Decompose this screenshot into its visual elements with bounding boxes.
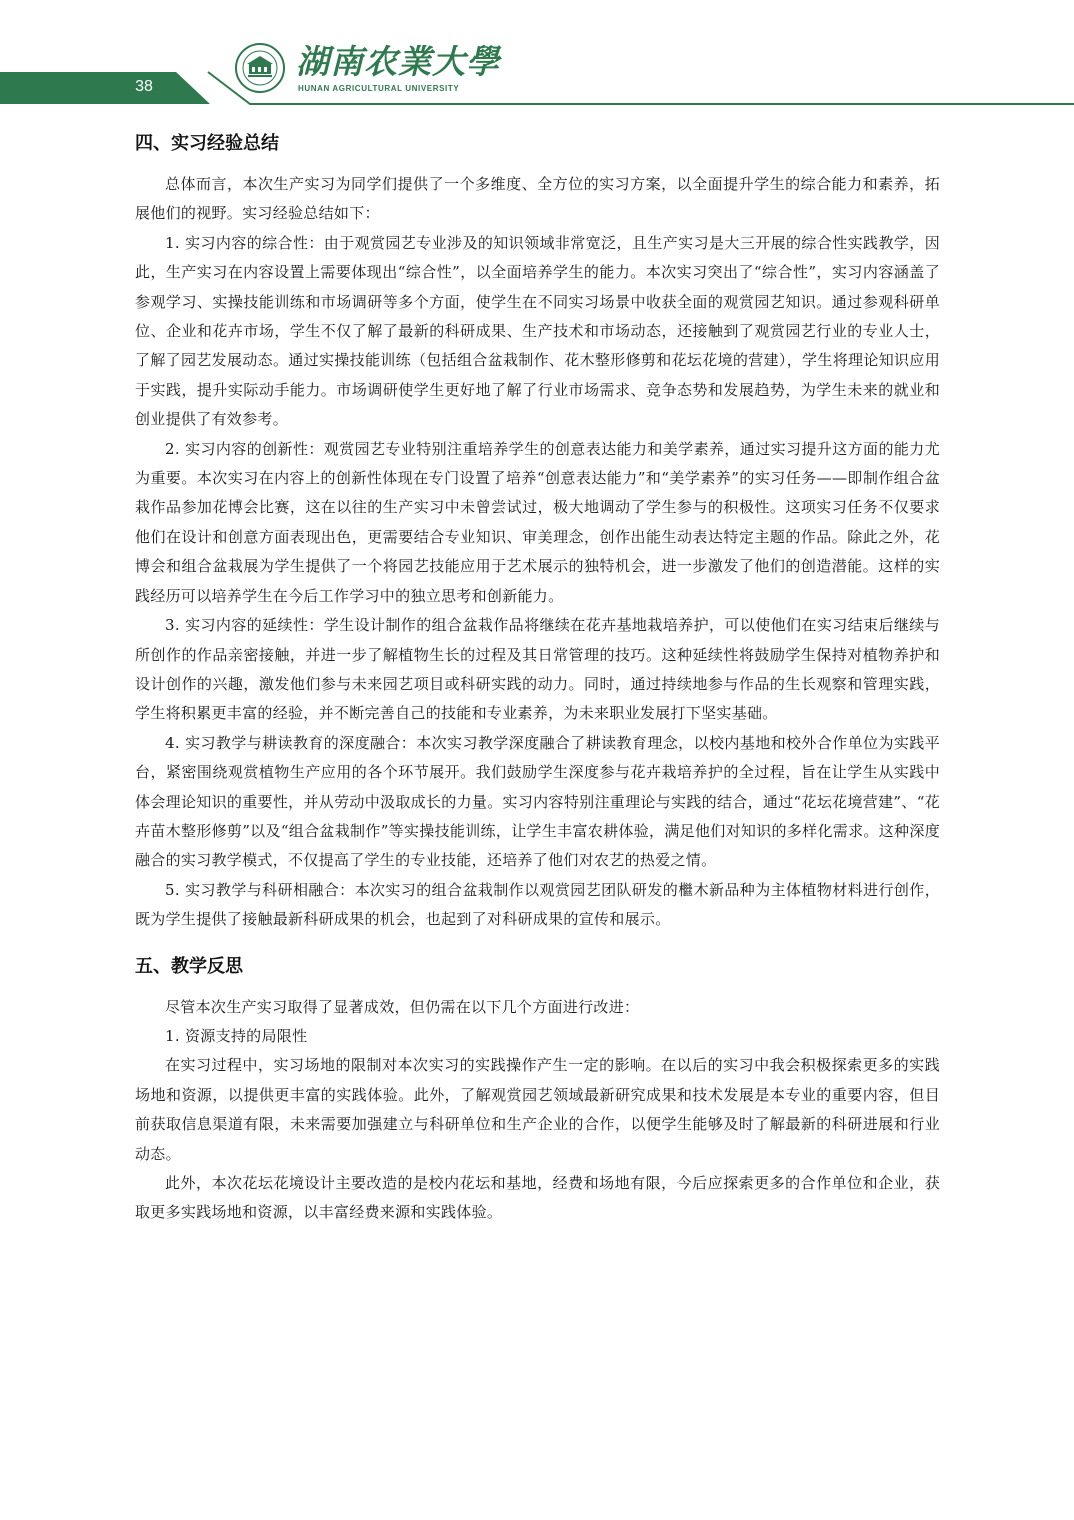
subheading-resource-limits: 1. 资源支持的局限性 <box>165 1026 308 1045</box>
paragraph-item-2: 2. 实习内容的创新性：观赏园艺专业特别注重培养学生的创意表达能力和美学素养，通过实习提升这方面的能力尤为重要。本次实习在内容上的创新性体现在专门设置了培养“创意表达能力”和“美学素养”的实习任务——即制作组合盆栽作品参加花博会比赛，这在以往的生产实习中未曾尝试过，极大地调动了学生参与的积极性。这项实习任务不仅要求他们在设计和创意方面表现出色，更需要结合专业知识、审美理念，创作出能生动表达特定主题的作品。除此之外，花博会和组合盆栽展为学生提供了一个将园艺技能应用于艺术展示的独特机会，进一步激发了他们的创造潜能。这样的实践经历可以培养学生在今后工作学习中的独立思考和创新能力。 <box>135 439 940 605</box>
page-body <box>135 128 940 1228</box>
paragraph-item-1: 1. 实习内容的综合性：由于观赏园艺专业涉及的知识领域非常宽泛，且生产实习是大三开展的综合性实践教学，因此，生产实习在内容设置上需要体现出“综合性”，以全面培养学生的能力。本次实习突出了“综合性”，实习内容涵盖了参观学习、实操技能训练和市场调研等多个方面，使学生在不同实习场景中收获全面的观赏园艺知识。通过参观科研单位、企业和花卉市场，学生不仅了解了最新的科研成果、生产技术和市场动态，还接触到了观赏园艺行业的专业人士，了解了园艺发展动态。通过实操技能训练（包括组合盆栽制作、花木整形修剪和花坛花境的营建），学生将理论知识应用于实践，提升实际动手能力。市场调研使学生更好地了解了行业市场需求、竞争态势和发展趋势，为学生未来的就业和创业提供了有效参考。 <box>135 233 940 429</box>
paragraph-item-3: 3. 实习内容的延续性：学生设计制作的组合盆栽作品将继续在花卉基地栽培养护，可以使他们在实习结束后继续与所创作的作品亲密接触，并进一步了解植物生长的过程及其日常管理的技巧。这种延续性将鼓励学生保持对植物养护和设计创作的兴趣，激发他们参与未来园艺项目或科研实践的动力。同时，通过持续地参与作品的生长观察和管理实践，学生将积累更丰富的经验，并不断完善自己的技能和专业素养，为未来职业发展打下坚实基础。 <box>135 616 940 723</box>
paragraph-resource-1: 在实习过程中，实习场地的限制对本次实习的实践操作产生一定的影响。在以后的实习中我会积极探索更多的实践场地和资源，以提供更丰富的实践体验。此外，了解观赏园艺领域最新研究成果和技术发展是本专业的重要内容，但目前获取信息渠道有限，未来需要加强建立与科研单位和生产企业的合作，以便学生能够及时了解最新的科研进展和行业动态。 <box>135 1056 940 1163</box>
page-number-band <box>0 72 210 104</box>
paragraph-intro: 总体而言，本次生产实习为同学们提供了一个多维度、全方位的实习方案，以全面提升学生的综合能力和素养，拓展他们的视野。实习经验总结如下： <box>135 175 940 223</box>
paragraph-reflection-intro: 尽管本次生产实习取得了显著成效，但仍需在以下几个方面进行改进： <box>165 997 640 1016</box>
paragraph-resource-2: 此外，本次花坛花境设计主要改造的是校内花坛和基地，经费和场地有限，今后应探索更多的合作单位和企业，获取更多实践场地和资源，以丰富经费来源和实践体验。 <box>135 1174 940 1222</box>
university-name-en: HUNAN AGRICULTURAL UNIVERSITY <box>298 84 460 93</box>
section-heading-experience: 四、实习经验总结 <box>135 133 279 153</box>
paragraph-item-4: 4. 实习教学与耕读教育的深度融合：本次实习教学深度融合了耕读教育理念，以校内基地和校外合作单位为实践平台，紧密围绕观赏植物生产应用的各个环节展开。我们鼓励学生深度参与花卉栽培养护的全过程，旨在让学生从实践中体会理论知识的重要性，并从劳动中汲取成长的力量。实习内容特别注重理论与实践的结合，通过“花坛花境营建”、“花卉苗木整形修剪”以及“组合盆栽制作”等实操技能训练，让学生丰富农耕体验，满足他们对知识的多样化需求。这种深度融合的实习教学模式，不仅提高了学生的专业技能，还培养了他们对农艺的热爱之情。 <box>135 733 940 870</box>
university-name-cn: 湖南农業大學 <box>296 42 500 81</box>
paragraph-item-5: 5. 实习教学与科研相融合：本次实习的组合盆栽制作以观赏园艺团队研发的檵木新品种为主体植物材料进行创作，既为学生提供了接触最新科研成果的机会，也起到了对科研成果的宣传和展示。 <box>135 880 940 929</box>
page-number: 38 <box>135 78 153 95</box>
page-header <box>0 0 1074 115</box>
university-emblem-icon <box>234 42 286 94</box>
section-heading-reflection: 五、教学反思 <box>135 955 243 976</box>
